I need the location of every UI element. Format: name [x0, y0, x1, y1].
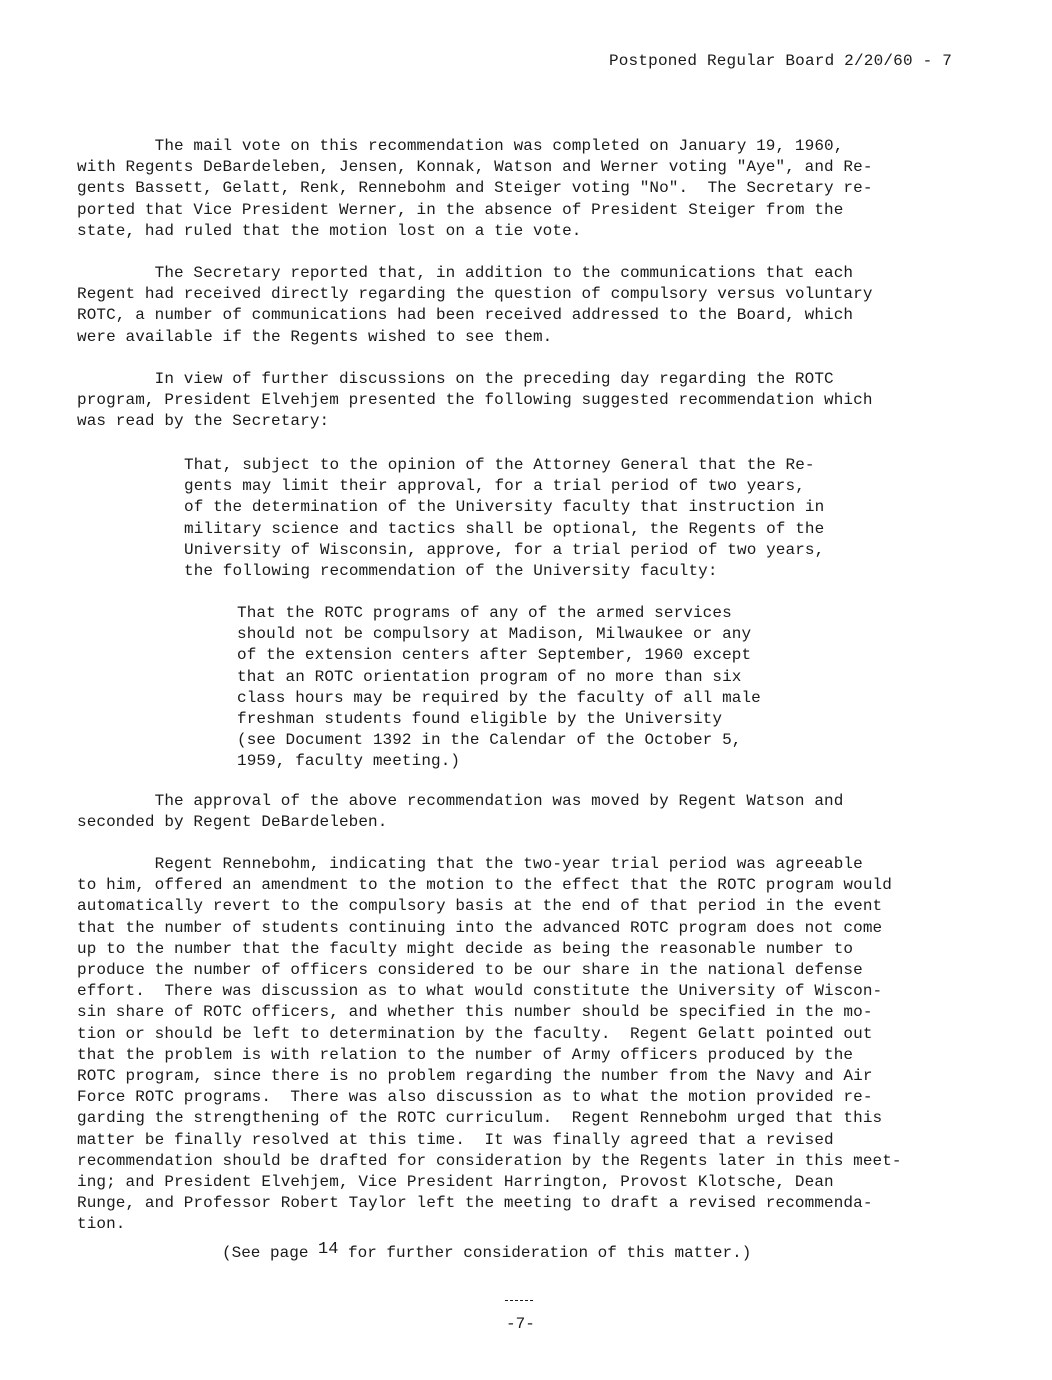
quoted-resolution: That, subject to the opinion of the Attorney General that the Re- gents may limit their approval, for a trial period of two years, of the determination of the University faculty that instruction in military science and tactics shall be optional, the Regents of the University of Wisconsin, approve, for a trial period of two years, the following recommendation of the University faculty:: [184, 456, 825, 581]
paragraph-communications: The Secretary reported that, in addition to the communications that each Regent had received directly regarding the question of compulsory versus voluntary ROTC, a number of communications had been received addressed to the Board, which were available if the Regents wished to see them.: [77, 264, 873, 346]
see-page-suffix: for further consideration of this matter.): [338, 1244, 752, 1262]
quoted-faculty-recommendation: That the ROTC programs of any of the armed services should not be compulsory at Madison, Milwaukee or any of the extension centers after September, 1960 except that an ROTC orientation program of no more than six class hours may be required by the faculty of all male freshman students found eligible by the University (see Document 1392 in the Calendar of the October 5, 1959, faculty meeting.): [237, 604, 761, 771]
see-page-note: [222, 1240, 752, 1264]
paragraph-view-of-discussions: In view of further discussions on the preceding day regarding the ROTC program, President Elvehjem presented the following suggested recommendation which was read by the Secretary:: [77, 370, 873, 431]
paragraph-approval-motion: The approval of the above recommendation was moved by Regent Watson and seconded by Regent DeBardeleben.: [77, 792, 844, 832]
see-page-number: 14: [318, 1240, 339, 1259]
page-number: -7-: [506, 1315, 535, 1333]
see-page-prefix: (See page: [222, 1244, 319, 1262]
paragraph-rennebohm-amendment: Regent Rennebohm, indicating that the two-year trial period was agreeable to him, offered an amendment to the motion to the effect that the ROTC program would automatically revert to the compulsory basis at the end of that period in the event that the number of students continuing into the advanced ROTC program does not come up to the number that the faculty might decide as being the reasonable number to produce the number of officers considered to be our share in the national defense effort. There was discussion as to what would constitute the University of Wiscon- sin share of ROTC officers, and whether this number should be specified in the mo- tion or should be left to determination by the faculty. Regent Gelatt pointed out that the problem is with relation to the number of Army officers produced by the ROTC program, since there is no problem regarding the number from the Navy and Air Force ROTC programs. There was also discussion as to what the motion provided re- garding the strengthening of the ROTC curriculum. Regent Rennebohm urged that this matter be finally resolved at this time. It was finally agreed that a revised recommendation should be drafted for consideration by the Regents later in this meet- ing; and President Elvehjem, Vice President Harrington, Provost Klotsche, Dean Runge, and Professor Robert Taylor left the meeting to draft a revised recommenda- tion.: [77, 855, 902, 1234]
running-header: Postponed Regular Board 2/20/60 - 7: [608, 52, 952, 70]
footer-divider: [505, 1300, 533, 1301]
paragraph-mail-vote: The mail vote on this recommendation was completed on January 19, 1960, with Regents DeBardeleben, Jensen, Konnak, Watson and Werner voting "Aye", and Re- gents Bassett, Gelatt, Renk, Rennebohm and Steiger voting "No". The Secretary re- ported that Vice President Werner, in the absence of President Steiger from the state, had ruled that the motion lost on a tie vote.: [77, 137, 873, 240]
